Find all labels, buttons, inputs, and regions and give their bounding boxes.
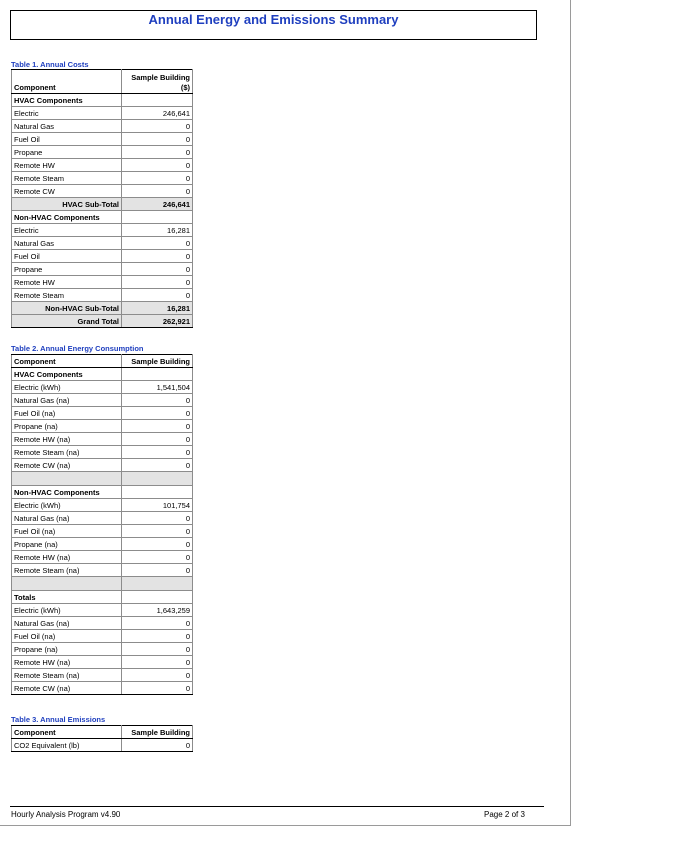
row-value: 0 [122, 682, 193, 695]
section-heading: Non-HVAC Components [12, 211, 122, 224]
row-label: Fuel Oil [12, 133, 122, 146]
table-row [12, 739, 193, 752]
grand-total-value: 262,921 [122, 315, 193, 328]
section-heading-row [12, 368, 193, 381]
row-value: 0 [122, 250, 193, 263]
section-heading-row [12, 94, 193, 107]
table-row [12, 263, 193, 276]
row-label: Natural Gas (na) [12, 512, 122, 525]
row-label: Natural Gas (na) [12, 617, 122, 630]
table-row [12, 446, 193, 459]
row-label: Propane (na) [12, 538, 122, 551]
row-value: 0 [122, 237, 193, 250]
table-row [12, 394, 193, 407]
subtotal-label: HVAC Sub-Total [12, 198, 122, 211]
totals-energy-rows [12, 604, 193, 695]
section-heading-row [12, 591, 193, 604]
page-edge [570, 0, 571, 826]
table-header-row [12, 726, 193, 739]
table-header-row [12, 70, 193, 94]
building-header: Sample Building [122, 355, 193, 368]
row-label: Natural Gas [12, 120, 122, 133]
table-row [12, 407, 193, 420]
row-value: 16,281 [122, 224, 193, 237]
row-label: CO2 Equivalent (lb) [12, 739, 122, 752]
row-label: Remote HW (na) [12, 433, 122, 446]
row-value: 0 [122, 263, 193, 276]
row-value: 0 [122, 564, 193, 577]
table-row [12, 538, 193, 551]
row-label: Electric (kWh) [12, 381, 122, 394]
row-label: Propane (na) [12, 643, 122, 656]
row-label: Electric [12, 107, 122, 120]
row-label: Remote Steam (na) [12, 564, 122, 577]
page-edge [0, 825, 571, 826]
grand-total-row [12, 315, 193, 328]
row-value: 0 [122, 551, 193, 564]
row-value: 0 [122, 459, 193, 472]
row-value: 0 [122, 276, 193, 289]
row-label: Remote CW (na) [12, 459, 122, 472]
report-title-box [10, 10, 537, 40]
section-heading-row [12, 211, 193, 224]
subtotal-row [12, 198, 193, 211]
report-title: Annual Energy and Emissions Summary [148, 12, 399, 27]
row-value: 0 [122, 133, 193, 146]
table-row [12, 499, 193, 512]
table-row [12, 107, 193, 120]
row-value: 0 [122, 433, 193, 446]
section-heading-row [12, 486, 193, 499]
row-label: Remote HW [12, 276, 122, 289]
table2-caption: Table 2. Annual Energy Consumption [11, 344, 144, 353]
nonhvac-energy-rows [12, 499, 193, 577]
row-value: 0 [122, 525, 193, 538]
section-heading: HVAC Components [12, 368, 122, 381]
nonhvac-cost-rows [12, 224, 193, 302]
table-row [12, 133, 193, 146]
page-number: Page 2 of 3 [484, 810, 525, 819]
grand-total-label: Grand Total [12, 315, 122, 328]
table-row [12, 289, 193, 302]
row-value: 1,643,259 [122, 604, 193, 617]
component-header: Component [12, 70, 122, 94]
table-row [12, 512, 193, 525]
row-label: Propane [12, 263, 122, 276]
table-row [12, 250, 193, 263]
row-label: Remote HW (na) [12, 656, 122, 669]
row-value: 246,641 [122, 107, 193, 120]
row-value: 0 [122, 120, 193, 133]
row-value: 1,541,504 [122, 381, 193, 394]
subtotal-value: 16,281 [122, 302, 193, 315]
table-row [12, 617, 193, 630]
row-label: Fuel Oil (na) [12, 630, 122, 643]
annual-costs-table [11, 69, 193, 328]
annual-emissions-table [11, 725, 193, 752]
table-row [12, 604, 193, 617]
table3-caption: Table 3. Annual Emissions [11, 715, 106, 724]
section-heading: Non-HVAC Components [12, 486, 122, 499]
table-row [12, 656, 193, 669]
table-row [12, 433, 193, 446]
row-value: 0 [122, 656, 193, 669]
row-label: Remote HW [12, 159, 122, 172]
table-row [12, 682, 193, 695]
row-value: 0 [122, 407, 193, 420]
table-row [12, 551, 193, 564]
row-value: 0 [122, 289, 193, 302]
program-name: Hourly Analysis Program v4.90 [11, 810, 121, 819]
annual-energy-table [11, 354, 193, 695]
row-value: 101,754 [122, 499, 193, 512]
row-label: Natural Gas [12, 237, 122, 250]
row-label: Fuel Oil (na) [12, 525, 122, 538]
row-label: Remote HW (na) [12, 551, 122, 564]
row-label: Electric [12, 224, 122, 237]
spacer-row [12, 577, 193, 591]
row-value: 0 [122, 739, 193, 752]
row-value: 0 [122, 420, 193, 433]
table-row [12, 669, 193, 682]
table-row [12, 237, 193, 250]
component-header: Component [12, 355, 122, 368]
table-row [12, 381, 193, 394]
row-value: 0 [122, 643, 193, 656]
row-label: Remote Steam (na) [12, 446, 122, 459]
row-label: Propane [12, 146, 122, 159]
emissions-rows [12, 739, 193, 752]
row-label: Remote CW [12, 185, 122, 198]
row-label: Electric (kWh) [12, 604, 122, 617]
row-value: 0 [122, 512, 193, 525]
spacer-row [12, 472, 193, 486]
row-label: Natural Gas (na) [12, 394, 122, 407]
table-row [12, 172, 193, 185]
row-value: 0 [122, 185, 193, 198]
row-label: Fuel Oil (na) [12, 407, 122, 420]
row-value: 0 [122, 669, 193, 682]
row-value: 0 [122, 159, 193, 172]
table-row [12, 146, 193, 159]
subtotal-row [12, 302, 193, 315]
table-row [12, 630, 193, 643]
subtotal-label: Non-HVAC Sub-Total [12, 302, 122, 315]
row-value: 0 [122, 617, 193, 630]
row-value: 0 [122, 146, 193, 159]
table-row [12, 525, 193, 538]
row-label: Remote CW (na) [12, 682, 122, 695]
row-label: Fuel Oil [12, 250, 122, 263]
table-row [12, 420, 193, 433]
row-label: Remote Steam [12, 289, 122, 302]
table-row [12, 276, 193, 289]
row-value: 0 [122, 394, 193, 407]
table-row [12, 185, 193, 198]
footer-rule [10, 806, 544, 807]
table-row [12, 224, 193, 237]
row-value: 0 [122, 172, 193, 185]
row-value: 0 [122, 538, 193, 551]
table-row [12, 120, 193, 133]
row-label: Propane (na) [12, 420, 122, 433]
row-value: 0 [122, 446, 193, 459]
table-row [12, 159, 193, 172]
building-header: Sample Building ($) [122, 70, 193, 94]
hvac-cost-rows [12, 107, 193, 198]
section-heading: Totals [12, 591, 122, 604]
subtotal-value: 246,641 [122, 198, 193, 211]
table1-caption: Table 1. Annual Costs [11, 60, 89, 69]
building-header: Sample Building [122, 726, 193, 739]
row-label: Electric (kWh) [12, 499, 122, 512]
section-heading: HVAC Components [12, 94, 122, 107]
row-label: Remote Steam [12, 172, 122, 185]
row-value: 0 [122, 630, 193, 643]
hvac-energy-rows [12, 381, 193, 472]
table-row [12, 459, 193, 472]
table-row [12, 643, 193, 656]
row-label: Remote Steam (na) [12, 669, 122, 682]
table-row [12, 564, 193, 577]
table-header-row [12, 355, 193, 368]
component-header: Component [12, 726, 122, 739]
